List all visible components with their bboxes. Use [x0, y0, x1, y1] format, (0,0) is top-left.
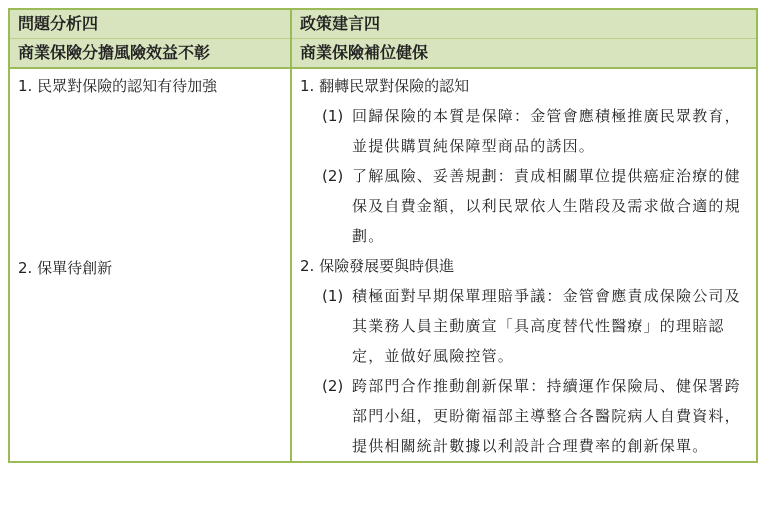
policy-item-1: 1. 翻轉民眾對保險的認知: [300, 77, 470, 95]
policies-cell: [291, 68, 757, 462]
policy-item-2: 2. 保險發展要與時俱進: [300, 257, 455, 275]
policy-subtitle: 商業保險補位健保: [292, 38, 756, 67]
left-header-cell: [9, 9, 291, 68]
policy-group-2: [292, 251, 756, 461]
sub-text: 跨部門合作推動創新保單：持續運作保險局、健保署跨部門小組，更盼衛福部主導整合各醫院病人自費資料，提供相關統計數據以利設計合理費率的創新保單。: [352, 377, 741, 455]
sub-text: 積極面對早期保單理賠爭議：金管會應責成保險公司及其業務人員主動廣宣「具高度替代性醫療」的理賠認定，並做好風險控管。: [352, 287, 741, 365]
sub-text: 回歸保險的本質是保障：金管會應積極推廣民眾教育，並提供購買純保障型商品的誘因。: [352, 107, 741, 155]
sub-number: (2): [322, 377, 344, 395]
policy-sub-item: [300, 161, 750, 251]
right-header-cell: [291, 9, 757, 68]
body-row: [9, 68, 757, 462]
problems-cell: [9, 68, 291, 462]
sub-number: (2): [322, 167, 344, 185]
policy-sub-item: [300, 371, 750, 461]
problem-subtitle: 商業保險分擔風險效益不彰: [10, 38, 290, 67]
sub-number: (1): [322, 287, 344, 305]
policy-group-1: [292, 71, 756, 251]
policy-sub-item: [300, 101, 750, 161]
policy-sub-item: [300, 281, 750, 371]
problem-item-2: 2. 保單待創新: [18, 259, 113, 277]
sub-text: 了解風險、妥善規劃：責成相關單位提供癌症治療的健保及自費金額，以利民眾依人生階段及需求做合適的規劃。: [352, 167, 741, 245]
policy-title: 政策建言四: [300, 14, 381, 33]
sub-number: (1): [322, 107, 344, 125]
problem-title: 問題分析四: [18, 14, 99, 33]
problem-item-1: 1. 民眾對保險的認知有待加強: [18, 77, 218, 95]
spacer: [10, 101, 290, 253]
policy-table: [8, 8, 758, 463]
header-row: [9, 9, 757, 68]
